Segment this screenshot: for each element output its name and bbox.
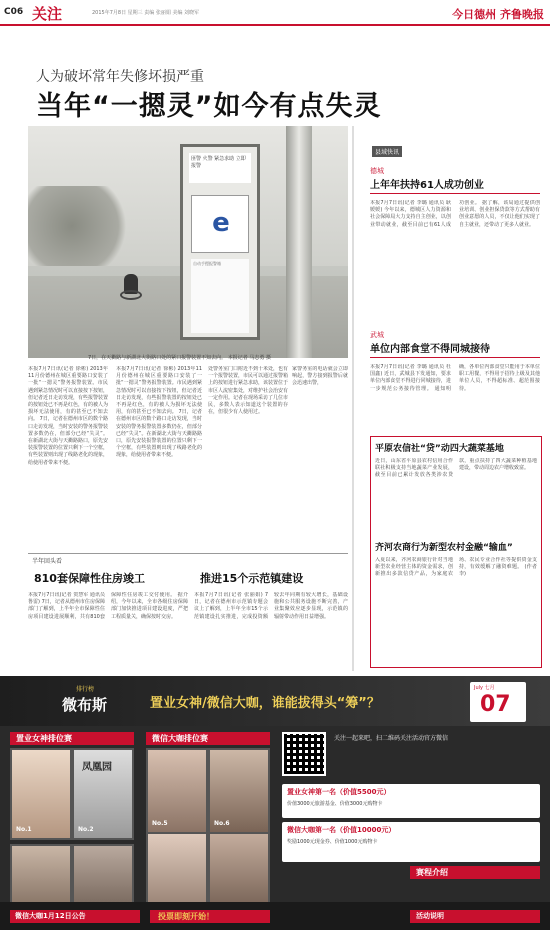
footer-left: 微信大咖1月12日公告 (10, 910, 140, 923)
prize-detail: 价值3000元旅游基金、价值3000元购物卡 (287, 801, 383, 807)
newspaper-brand: 今日德州 齐鲁晚报 (452, 8, 544, 21)
story-title: 平原农信社“贷”动四大蔬菜基地 (375, 444, 504, 454)
tree-shape (28, 186, 138, 266)
story-location: 武城 (370, 331, 384, 339)
lead-kicker: 人为破坏常年失修坏损严重 (36, 69, 204, 85)
ad-brand-name: 微布斯 (62, 696, 108, 714)
lead-body-col2: 本报7月7日讯(记者 徐彬) 2013年11月份德州在城区重要路口安装了一批“一摁灵”警务报警装置。市民遇到紧急情况时可以直接按下按钮，但记者近日走访发现，有些报警装置的按钮处已不再是红色，有的被人为损坏无法使用，有的甚至已不知去向。 7日，记者在德州市区的数个路口走访发现，当时安装的警务报警装置多数仍在，但部分已经“失灵”。在新湖北大街与天衢路路口，原先安装报警装置的位置只剩下一个空框，有些装置则出现了线路老化的现象，给使用者带来不便。 (116, 366, 202, 459)
pole (286, 126, 312, 358)
finance-box (370, 436, 542, 668)
contestant-grid-mid (146, 748, 270, 918)
prize-detail: 奖励1000元现金券、价值1000元购物卡 (287, 839, 378, 845)
poster-words: 凤凰园 (82, 762, 112, 773)
lead-photo (28, 126, 348, 358)
story-housing (28, 566, 188, 670)
ad-date-month: July 七月 (474, 685, 495, 691)
photo-caption: 7日，在天衢路与新湖北大街路口处的紧口报警装置不知去向。 本报记者 马志勇 摄 (88, 355, 271, 361)
contestant-grid-left (10, 748, 134, 840)
prize-box-2 (282, 822, 540, 862)
page-header (0, 0, 550, 26)
ad-footer (0, 902, 550, 930)
tab-mid: 微信大咖排位赛 (146, 732, 270, 745)
ad-date-day: 07 (480, 692, 511, 717)
contestant-number: No.6 (214, 820, 230, 827)
tab-left: 置业女神排位赛 (10, 732, 134, 745)
lead-headline: 当年“一摁灵”如今有点失灵 (36, 91, 382, 122)
lead-body-col1: 本报7月7日讯(记者 徐彬) 2013年11月份德州在城区重要路口安装了一批“一摁灵”警务报警装置。市民遇到紧急情况时可以直接按下按钮，但记者近日走访发现，有些报警装置的按钮处已不再是红色，有的被人为损坏无法使用，有的甚至已不知去向。 7日，记者在德州市区的数个路口走访发现，当时安装的警务报警装置多数仍在，但部分已经“失灵”。在新湖北大街与天衢路路口，原先安装报警装置的位置只剩下一个空框，有些装置则出现了线路老化的现象，给使用者带来不便。 (28, 366, 108, 466)
contestant-number: No.2 (78, 826, 94, 833)
story-body: 本报7月7日讯(记者 贺慧军 通讯员 鲁雷) 7日，记者从德州市住房保障部门了解到，上半年全市保障性住房项目建设进展顺利，共有810套保障性住房竣工交付使用。 据介绍，今年以来，全市各级住房保障部门加快推进项目建设进度，严把工程质量关，确保按时交房。 (28, 592, 188, 620)
qr-text: 关注一起来吧，扫二维码关注活动官方微信 (334, 735, 449, 742)
contestant-photo (210, 750, 268, 832)
right-section-label: 县域快讯 (372, 146, 402, 157)
column-divider (352, 126, 354, 671)
story-decheng (370, 166, 540, 338)
section-title: 关注 (32, 5, 63, 23)
alarm-sign-box (180, 144, 260, 340)
prize-title: 微信大咖第一名（价值10000元） (287, 826, 396, 834)
story-location: 德城 (370, 167, 384, 175)
bottom-section-label: 半年回头看 (32, 558, 63, 565)
story-title: 推进15个示范镇建设 (200, 572, 304, 585)
footer-vote-button[interactable]: 投票即刻开始！ (150, 910, 270, 923)
lead-body-col3: 处警务室门口附近不到十米处，也有一个报警装置，市民可以通过报警箱上的按钮进行紧急求助，该装置位于市区人流密集处，对维护社会治安有一定作用。记者在现场采访了几位市民，多数人表示知道这个装置的存在，但很少有人使用过。 (208, 366, 288, 416)
qr-code-icon[interactable] (282, 732, 326, 776)
story-title: 齐河农商行为新型农村金融“输血” (375, 543, 513, 553)
story-title: 单位内部食堂不得同城接待 (370, 340, 540, 358)
ad-brand-label: 排行榜 (76, 686, 95, 693)
alarm-panel (191, 195, 249, 253)
prize-box-1 (282, 784, 540, 818)
sign-panel-text: 自动手摁报警箱 (191, 259, 249, 333)
contestant-photo (12, 750, 70, 838)
story-wucheng (370, 330, 540, 430)
tab-right: 赛程介绍 (410, 866, 540, 879)
contestant-number: No.5 (152, 820, 168, 827)
issue-meta: 2015年7月8日 星期三 责编 张丽娟 美编 刘晓军 (92, 10, 200, 16)
lead-body-col4: 家警务室的电话就会立即响起，警方接到报警后就会迅速出警， (292, 366, 348, 387)
ad-slogan: 置业女神/微信大咖，谁能拔得头“筹”？ (150, 696, 380, 711)
page-number: C06 (4, 7, 24, 17)
footer-right: 活动说明 (410, 910, 540, 923)
contestant-photo (148, 750, 206, 832)
advertisement (0, 676, 550, 930)
section-rule (28, 553, 348, 554)
story-demo-towns (194, 566, 348, 670)
story-body: 本报7月7日讯(记者 李璐 通讯员 杜国鑫) 近日，武城县下发通知，要求单位内部食堂不得进行同城接待，进一步规范公务接待管理。 通知明确，各单位内部食堂只能用于本单位职工用餐，不得用于招待上级及其他单位人员，不得超标准、超范围接待。 (370, 364, 540, 392)
ad-date-card (470, 682, 526, 722)
story-body: 近日，山东省平原县农村信用合作联社积极支持当地蔬菜产业发展，截至目前已累计发放各类涉农贷款，重点扶持了四大蔬菜种植基地建设，带动周边农户增收致富。 (375, 458, 537, 479)
story-title: 上年年扶持61人成功创业 (370, 176, 540, 194)
contestant-number: No.1 (16, 826, 32, 833)
story-title: 810套保障性住房竣工 (34, 572, 145, 585)
contestant-photo (74, 750, 132, 838)
bicycle-wheel (120, 290, 142, 300)
e-logo-icon: e (212, 208, 230, 238)
story-body: 本报7月7日讯(记者 张丽娟) 7日，记者在德州市示范镇专题会议上了解到，上半年全市15个示范镇建设扎实推进，完成投资额较去年同期有较大增长，基础设施和公共服务设施不断完善，产业集聚效应逐步显现，示范镇的辐射带动作用日益增强。 (194, 592, 348, 620)
story-body: 入夏以来，齐河农商银行针对当地新型农业经营主体的资金需求，创新推出多款信贷产品，为家庭农场、农民专业合作社等提供资金支持，有效缓解了融资难题。 (作者 李) (375, 557, 537, 578)
prize-title: 置业女神第一名（价值5500元） (287, 788, 391, 796)
sign-header: 匪警 火警 紧急求助 立即报警 (189, 153, 251, 183)
story-body: 本报7月7日讯(记者 李璐 通讯员 耿媛媛) 今年以来，德城区人力资源和社会保障局大力支持自主创业，以创业带动就业，截至目前已有61人成功创业。 据了解，该局通过提供创业培训、创业担保贷款等方式帮助有创业意愿的人员，不仅让他们实现了自主就业，还带动了更多人就业。 (370, 200, 540, 228)
